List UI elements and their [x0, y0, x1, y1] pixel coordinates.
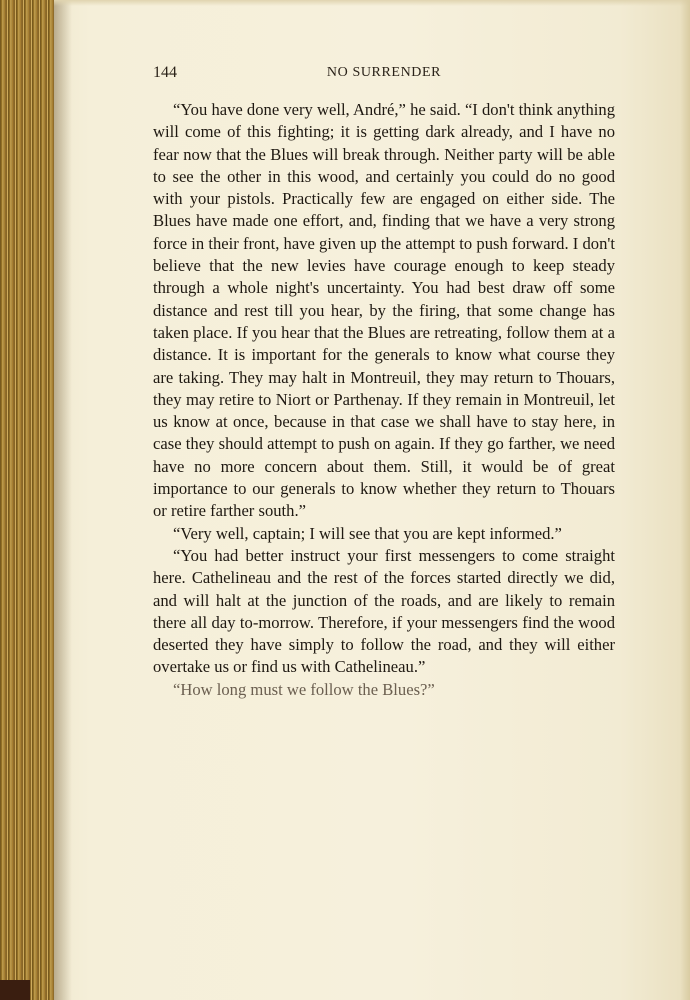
page-number: 144: [153, 64, 177, 81]
binding-corner: [0, 980, 30, 1000]
paragraph: “You have done very well, André,” he said. “I don't think anything will come of this fighting; it is getting dark already, and I have no fear now that the Blues will break through. Neither party will be able to see the other in this wood, and certainly you could do no good with your pistols. Practically few are engaged on either side. The Blues have made one effort, and, finding that we have a very strong force in their front, have given up the attempt to push forward. I don't believe that the new levies have courage enough to keep steady through a whole night's uncertainty. You had best draw off some distance and rest till you hear, by the firing, that some change has taken place. If you hear that the Blues are retreating, follow them at a distance. It is important for the generals to know what course they are taking. They may halt in Montreuil, they may return to Thouars, they may retire to Niort or Parthenay. If they remain in Montreuil, let us know at once, because in that case we shall have to stay here, in case they should attempt to push on again. If they go farther, we need have no more concern about them. Still, it would be of great importance to our generals to know whether they return to Thouars or retire farther south.”: [153, 100, 615, 521]
body-text: [153, 99, 615, 701]
paragraph: “Very well, captain; I will see that you are kept informed.”: [173, 523, 562, 543]
paragraph: “How long must we follow the Blues?”: [173, 679, 435, 699]
book-binding-edge: [0, 0, 54, 1000]
paragraph: “You had better instruct your first messengers to come straight here. Cathelineau and the rest of the forces started directly we did, and will halt at the junction of the roads, and are likely to remain there all day to-morrow. Therefore, if your messengers find the wood deserted they have simply to follow the road, and they will either overtake us or find us with Cathelineau.”: [153, 545, 615, 677]
running-header: [153, 64, 615, 86]
running-title: NO SURRENDER: [326, 65, 442, 80]
page-top-edge: [54, 0, 690, 6]
binding-shadow: [54, 0, 72, 1000]
page-right-edge: [680, 0, 690, 1000]
